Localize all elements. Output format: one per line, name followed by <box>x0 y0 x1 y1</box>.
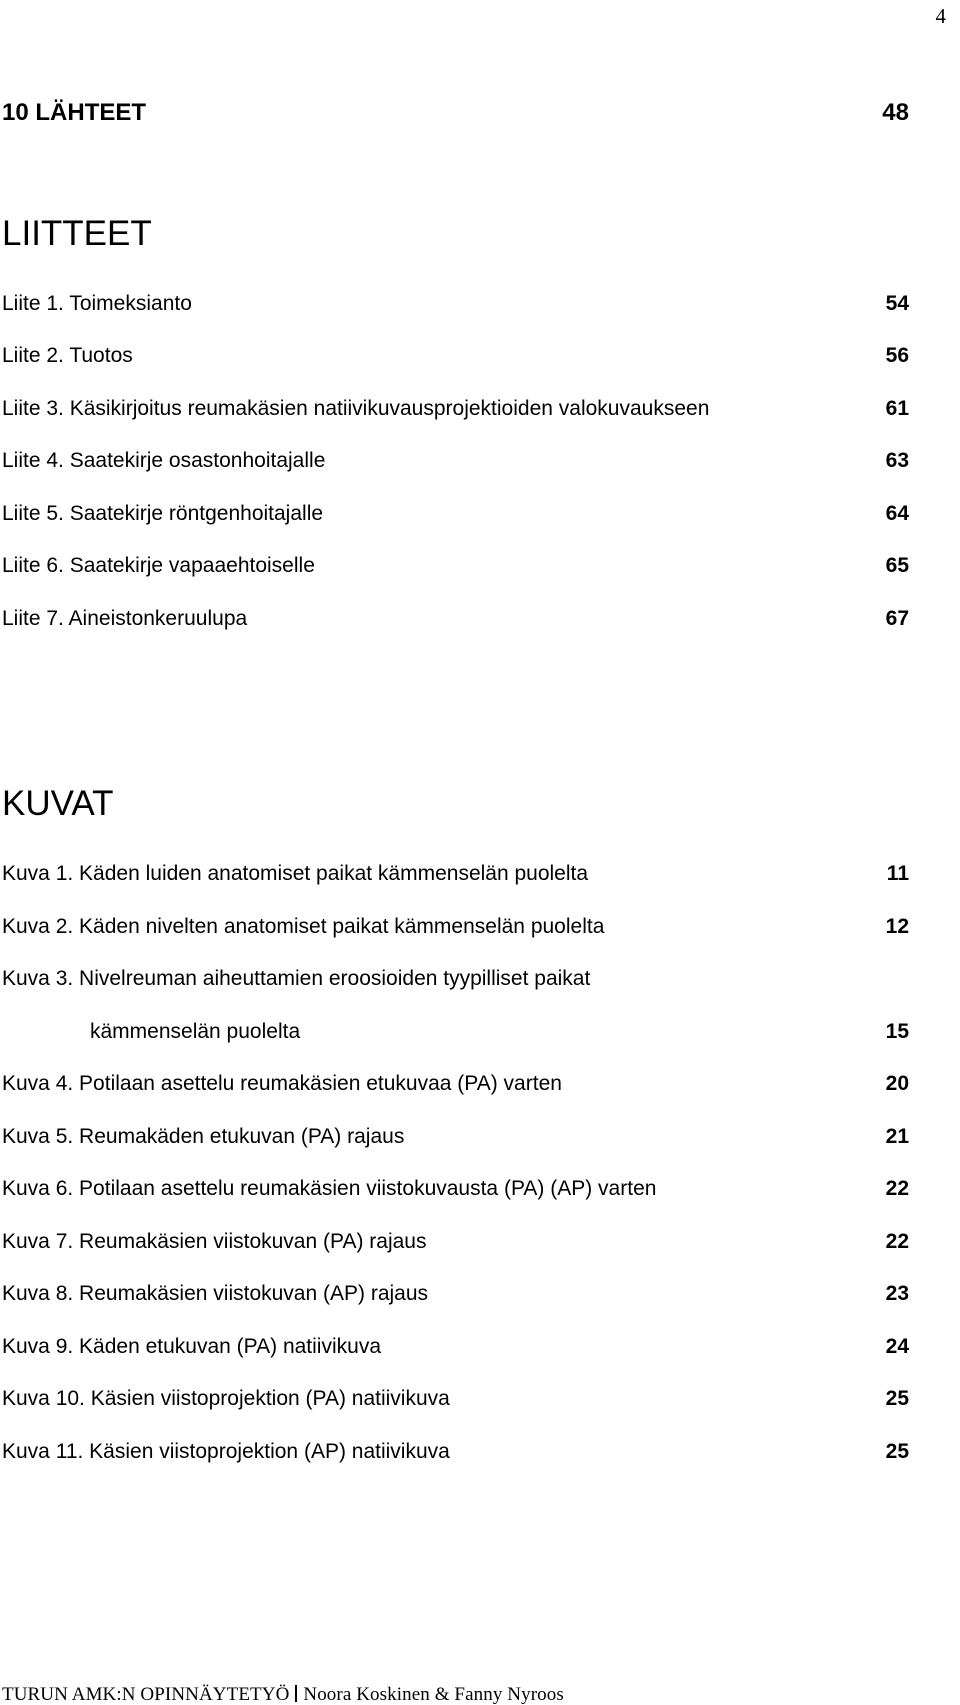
toc-item-page: 67 <box>885 607 909 630</box>
toc-kuva-item[interactable] <box>2 1227 909 1257</box>
toc-item-label: Liite 3. Käsikirjoitus reumakäsien natiivikuvausprojektioiden valokuvaukseen <box>2 397 710 420</box>
footer-institution: TURUN AMK:N OPINNÄYTETYÖ <box>2 1684 290 1705</box>
toc-kuva-item[interactable] <box>2 964 909 994</box>
toc-item-page: 54 <box>885 292 909 315</box>
toc-kuva-item[interactable] <box>2 859 909 889</box>
toc-kuva-item[interactable] <box>2 1332 909 1362</box>
toc-liite-item[interactable] <box>2 499 909 529</box>
toc-item-label: Kuva 3. Nivelreuman aiheuttamien eroosioiden tyypilliset paikat <box>2 967 591 990</box>
toc-item-label: Kuva 11. Käsien viistoprojektion (AP) natiivikuva <box>2 1440 450 1463</box>
toc-item-label: Liite 6. Saatekirje vapaaehtoiselle <box>2 554 315 577</box>
toc-item-page: 15 <box>885 1020 909 1043</box>
toc-kuva-item[interactable] <box>2 1069 909 1099</box>
toc-item-label: Liite 7. Aineistonkeruulupa <box>2 607 248 630</box>
toc-item-page: 63 <box>885 449 909 472</box>
toc-item-label: Kuva 6. Potilaan asettelu reumakäsien viistokuvausta (PA) (AP) varten <box>2 1177 657 1200</box>
toc-item-page: 64 <box>885 502 909 525</box>
toc-item-page: 56 <box>885 344 909 367</box>
toc-item-label: Kuva 9. Käden etukuvan (PA) natiivikuva <box>2 1335 381 1358</box>
toc-item-label: Liite 1. Toimeksianto <box>2 292 192 315</box>
toc-chapter-page: 48 <box>882 99 909 126</box>
toc-liite-item[interactable] <box>2 289 909 319</box>
liitteet-heading: LIITTEET <box>2 214 152 253</box>
toc-item-page: 25 <box>885 1387 909 1410</box>
page-number: 4 <box>935 4 946 28</box>
toc-chapter-lahteet[interactable] <box>2 93 909 133</box>
toc-item-label-continuation: kämmenselän puolelta <box>90 1020 301 1043</box>
toc-kuva-item[interactable] <box>2 1279 909 1309</box>
toc-item-page: 61 <box>885 397 909 420</box>
toc-kuva-item[interactable] <box>2 912 909 942</box>
toc-item-label: Kuva 8. Reumakäsien viistokuvan (AP) rajaus <box>2 1282 429 1305</box>
toc-item-page: 23 <box>885 1282 909 1305</box>
toc-item-page: 20 <box>885 1072 909 1095</box>
toc-item-page: 21 <box>885 1125 909 1148</box>
toc-chapter-title: 10 LÄHTEET <box>2 99 147 126</box>
footer-separator <box>295 1685 297 1702</box>
toc-liite-item[interactable] <box>2 604 909 634</box>
toc-liite-item[interactable] <box>2 551 909 581</box>
toc-item-label: Kuva 4. Potilaan asettelu reumakäsien etukuvaa (PA) varten <box>2 1072 562 1095</box>
toc-liite-item[interactable] <box>2 446 909 476</box>
toc-kuva-item[interactable] <box>2 1437 909 1467</box>
toc-item-label: Kuva 10. Käsien viistoprojektion (PA) natiivikuva <box>2 1387 450 1410</box>
toc-item-page: 65 <box>885 554 909 577</box>
toc-item-page: 12 <box>885 915 909 938</box>
page-footer <box>2 1685 564 1704</box>
kuvat-heading: KUVAT <box>2 784 114 823</box>
toc-item-label: Kuva 2. Käden nivelten anatomiset paikat kämmenselän puolelta <box>2 915 605 938</box>
toc-liite-item[interactable] <box>2 341 909 371</box>
toc-item-page: 11 <box>886 862 909 885</box>
toc-item-label: Kuva 7. Reumakäsien viistokuvan (PA) rajaus <box>2 1230 427 1253</box>
toc-item-label: Kuva 5. Reumakäden etukuvan (PA) rajaus <box>2 1125 405 1148</box>
toc-item-page: 25 <box>885 1440 909 1463</box>
toc-item-label: Kuva 1. Käden luiden anatomiset paikat kämmenselän puolelta <box>2 862 589 885</box>
toc-item-page: 22 <box>885 1230 909 1253</box>
toc-item-label: Liite 5. Saatekirje röntgenhoitajalle <box>2 502 324 525</box>
footer-authors: Noora Koskinen & Fanny Nyroos <box>303 1684 564 1705</box>
toc-kuva-item[interactable] <box>2 1122 909 1152</box>
toc-kuva-item-continuation[interactable] <box>2 1017 909 1047</box>
toc-item-page: 22 <box>885 1177 909 1200</box>
toc-item-label: Liite 2. Tuotos <box>2 344 133 367</box>
toc-kuva-item[interactable] <box>2 1174 909 1204</box>
toc-kuva-item[interactable] <box>2 1384 909 1414</box>
toc-item-page: 24 <box>885 1335 909 1358</box>
toc-item-label: Liite 4. Saatekirje osastonhoitajalle <box>2 449 326 472</box>
toc-liite-item[interactable] <box>2 394 909 424</box>
